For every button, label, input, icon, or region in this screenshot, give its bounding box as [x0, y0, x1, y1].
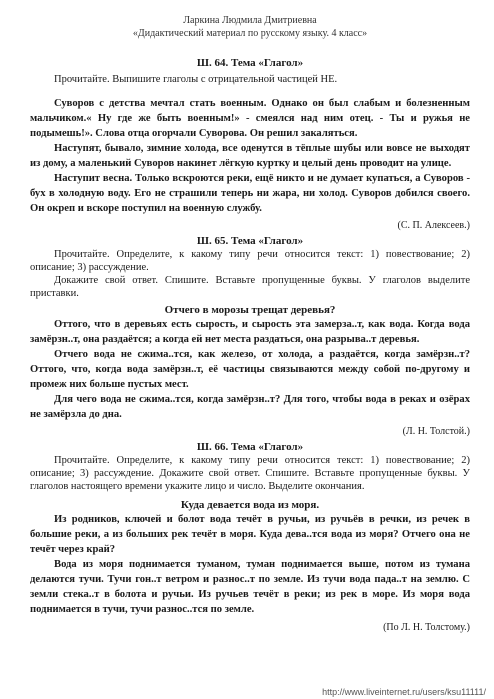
author-line: Ларкина Людмила Дмитриевна [183, 15, 317, 26]
exercise-66-paragraph-1: Из родников, ключей и болот вода течёт в ручьи, из ручьёв в речки, из речек в большие реки, а из больших рек течёт в моря. Куда дева..тся вода из моря? Отчего она не течёт через край? [30, 514, 470, 555]
exercise-64-paragraph-3: Наступит весна. Только вскроются реки, ещё никто и не думает купаться, а Суворов - бух в холодную воду. Его не страшили теперь ни жара, ни холод. Суворов добился своего. Он окреп и вскоре поступил на военную службу. [30, 173, 470, 214]
exercise-66-text-title: Куда девается вода из моря. [180, 499, 320, 511]
exercise-64-paragraph-2: Наступят, бывало, зимние холода, все оденутся в тёплые шубы или вовсе не выходят из дому, а маленький Суворов накинет лёгкую куртку и целый день проводит на улице. [30, 143, 470, 169]
exercise-66-source: (По Л. Н. Толстому.) [383, 622, 470, 633]
exercise-65-paragraph-2: Отчего вода не сжима..тся, как железо, от холода, а раздаётся, когда замёрзн..т? Оттого, что, когда вода замёрзн..т, её частицы связываются между собой по-другому и промеж них больше пустых мест. [30, 349, 470, 390]
exercise-64-title: Ш. 64. Тема «Глагол» [196, 57, 304, 69]
exercise-65-instruction-2: Докажите свой ответ. Спишите. Вставьте пропущенные буквы. У глаголов выделите приставки. [30, 275, 470, 299]
exercise-66-instruction: Прочитайте. Определите, к какому типу речи относится текст: 1) повествование; 2) описание; 3) рассуждение. Докажите свой ответ. Спишите. Вставьте пропущенные буквы. У глаголов настоящего времени укажите лицо и число. Выделите окончания. [30, 455, 470, 492]
exercise-64-paragraph-1: Суворов с детства мечтал стать военным. Однако он был слабым и болезненным мальчиком.« Ну где же быть военным!» - смеялся над ним отец. - Ты и ружья не подымешь!». Слова отца огорчали Суворова. Он решил закаляться. [30, 98, 470, 139]
exercise-65-text-title: Отчего в морозы трещат деревья? [164, 304, 336, 316]
exercise-65-instruction-1: Прочитайте. Определите, к какому типу речи относится текст: 1) повествование; 2) описание; 3) рассуждение. [30, 249, 470, 273]
exercise-65-paragraph-1: Оттого, что в деревьях есть сырость, и сырость эта замерза..т, как вода. Когда вода замёрзн..т, она раздаётся; а когда ей нет места раздаться, она разрыва..т деревья. [30, 319, 470, 345]
exercise-65-title: Ш. 65. Тема «Глагол» [196, 235, 304, 247]
exercise-64-source: (С. П. Алексеев.) [397, 220, 470, 231]
exercise-66-title: Ш. 66. Тема «Глагол» [196, 441, 304, 453]
book-subtitle: «Дидактический материал по русскому языку. 4 класс» [132, 28, 368, 39]
exercise-64-instruction: Прочитайте. Выпишите глаголы с отрицательной частицей НЕ. [54, 74, 338, 85]
source-watermark-url: http://www.liveinternet.ru/users/ksu11111/ [322, 687, 486, 697]
document-page [30, 14, 470, 634]
exercise-65-source: (Л. Н. Толстой.) [402, 426, 470, 437]
exercise-65-paragraph-3: Для чего вода не сжима..тся, когда замёрзн..т? Для того, чтобы вода в реках и озёрах не замёрзла до дна. [30, 394, 470, 420]
exercise-66-paragraph-2: Вода из моря поднимается туманом, туман поднимается выше, потом из тумана делаются тучи. Тучи гон..т ветром и разнос..т по земле. Из тучи вода пада..т на землю. С земли стека..т в болота и ручьи. Из ручьев течёт в реки; из рек в море. Из моря вода поднимается в тучи, тучи разнос..тся по земле. [30, 559, 470, 615]
